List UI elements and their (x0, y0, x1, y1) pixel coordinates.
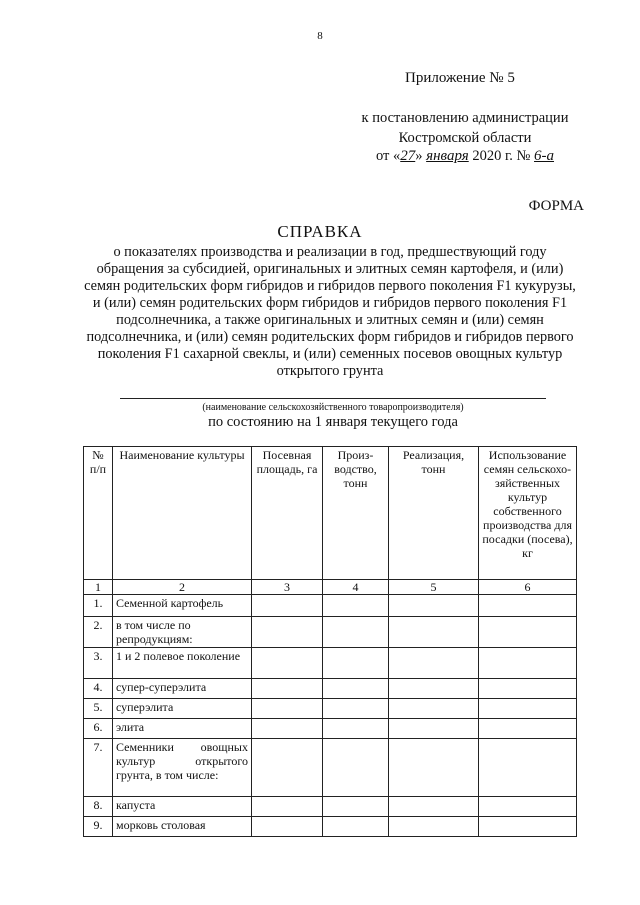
producer-name-caption: (наименование сельскохозяйственного товаропроизводителя) (202, 402, 464, 413)
as-of-date: по состоянию на 1 января текущего года (208, 414, 458, 430)
row-number: 3. (84, 648, 113, 679)
area-cell[interactable] (252, 617, 323, 648)
table-row (84, 617, 577, 648)
seed-use-cell[interactable] (479, 699, 577, 719)
handwritten-month: января (426, 148, 469, 164)
production-cell[interactable] (323, 739, 389, 797)
decree-date-line (330, 146, 600, 166)
decree-line-1: к постановлению администрации (361, 110, 569, 126)
sales-cell[interactable] (389, 719, 479, 739)
production-cell[interactable] (323, 817, 389, 837)
row-number: 8. (84, 797, 113, 817)
production-cell[interactable] (323, 797, 389, 817)
seed-use-cell[interactable] (479, 817, 577, 837)
crop-name: капуста (113, 797, 252, 817)
table-row (84, 679, 577, 699)
crop-name: Семенники овощных культур открытого грунта, в том числе: (113, 739, 252, 797)
document-subject: о показателях производства и реализации в год, предшествующий году обращения за субсидией, оригинальных и элитных семян картофеля, и (или) семян родительских форм гибридов и гибридов первого поколения F1 кукурузы, и (или) семян родительских форм гибридов и гибридов первого поколения F1 подсолнечника, а также оригинальных и элитных семян и (или) семян подсолнечника, и (или) семян родительских форм гибридов и гибридов первого поколения F1 сахарной свеклы, и (или) семенных посевов овощных культур открытого грунта (84, 244, 576, 379)
row-number: 9. (84, 817, 113, 837)
header-cell: № п/п (84, 447, 113, 580)
header-cell: Посевная площадь, га (252, 447, 323, 580)
crop-name: супер-суперэлита (113, 679, 252, 699)
column-number: 4 (323, 580, 389, 595)
sales-cell[interactable] (389, 595, 479, 617)
row-number: 6. (84, 719, 113, 739)
column-number: 6 (479, 580, 577, 595)
area-cell[interactable] (252, 648, 323, 679)
column-number: 2 (113, 580, 252, 595)
crops-table (83, 446, 577, 837)
table-row (84, 699, 577, 719)
seed-use-cell[interactable] (479, 797, 577, 817)
handwritten-day: 27 (400, 148, 416, 164)
header-cell: Использование семян сельскохо-зяйственных культур собственного производства для посадки (посева), кг (479, 447, 577, 580)
production-cell[interactable] (323, 617, 389, 648)
crop-name: в том числе по репродукциям: (113, 617, 252, 648)
sales-cell[interactable] (389, 617, 479, 648)
sales-cell[interactable] (389, 699, 479, 719)
crop-name: Семенной картофель (113, 595, 252, 617)
table-row (84, 595, 577, 617)
seed-use-cell[interactable] (479, 648, 577, 679)
header-cell: Произ-водство, тонн (323, 447, 389, 580)
header-cell: Реализация, тонн (389, 447, 479, 580)
crop-name: элита (113, 719, 252, 739)
table-row (84, 719, 577, 739)
area-cell[interactable] (252, 739, 323, 797)
production-cell[interactable] (323, 719, 389, 739)
column-number: 5 (389, 580, 479, 595)
handwritten-number: 6-а (534, 148, 555, 164)
seed-use-cell[interactable] (479, 739, 577, 797)
sales-cell[interactable] (389, 739, 479, 797)
area-cell[interactable] (252, 679, 323, 699)
seed-use-cell[interactable] (479, 595, 577, 617)
crop-name: 1 и 2 полевое поколение (113, 648, 252, 679)
crop-name: морковь столовая (113, 817, 252, 837)
column-number: 1 (84, 580, 113, 595)
seed-use-cell[interactable] (479, 679, 577, 699)
table-row (84, 739, 577, 797)
area-cell[interactable] (252, 699, 323, 719)
crop-name: суперэлита (113, 699, 252, 719)
decree-year-text: 2020 г. № (472, 148, 531, 164)
decree-from-text: от « (375, 148, 401, 164)
form-label: ФОРМА (528, 198, 584, 214)
area-cell[interactable] (252, 817, 323, 837)
table-header-row (84, 447, 577, 580)
sales-cell[interactable] (389, 817, 479, 837)
production-cell[interactable] (323, 699, 389, 719)
appendix-label: Приложение № 5 (405, 70, 515, 86)
seed-use-cell[interactable] (479, 617, 577, 648)
decree-line-2: Костромской области (398, 130, 532, 146)
area-cell[interactable] (252, 797, 323, 817)
row-number: 7. (84, 739, 113, 797)
page-number: 8 (317, 30, 323, 42)
table-row (84, 797, 577, 817)
row-number: 5. (84, 699, 113, 719)
area-cell[interactable] (252, 595, 323, 617)
row-number: 4. (84, 679, 113, 699)
sales-cell[interactable] (389, 797, 479, 817)
table-row (84, 817, 577, 837)
header-cell: Наименование культуры (113, 447, 252, 580)
production-cell[interactable] (323, 595, 389, 617)
column-number: 3 (252, 580, 323, 595)
decree-quote-text: » (415, 148, 423, 164)
row-number: 1. (84, 595, 113, 617)
row-number: 2. (84, 617, 113, 648)
sales-cell[interactable] (389, 679, 479, 699)
producer-name-line (120, 398, 546, 399)
column-number-row (84, 580, 577, 595)
production-cell[interactable] (323, 648, 389, 679)
table-row (84, 648, 577, 679)
area-cell[interactable] (252, 719, 323, 739)
production-cell[interactable] (323, 679, 389, 699)
document-title: СПРАВКА (277, 222, 363, 241)
sales-cell[interactable] (389, 648, 479, 679)
seed-use-cell[interactable] (479, 719, 577, 739)
